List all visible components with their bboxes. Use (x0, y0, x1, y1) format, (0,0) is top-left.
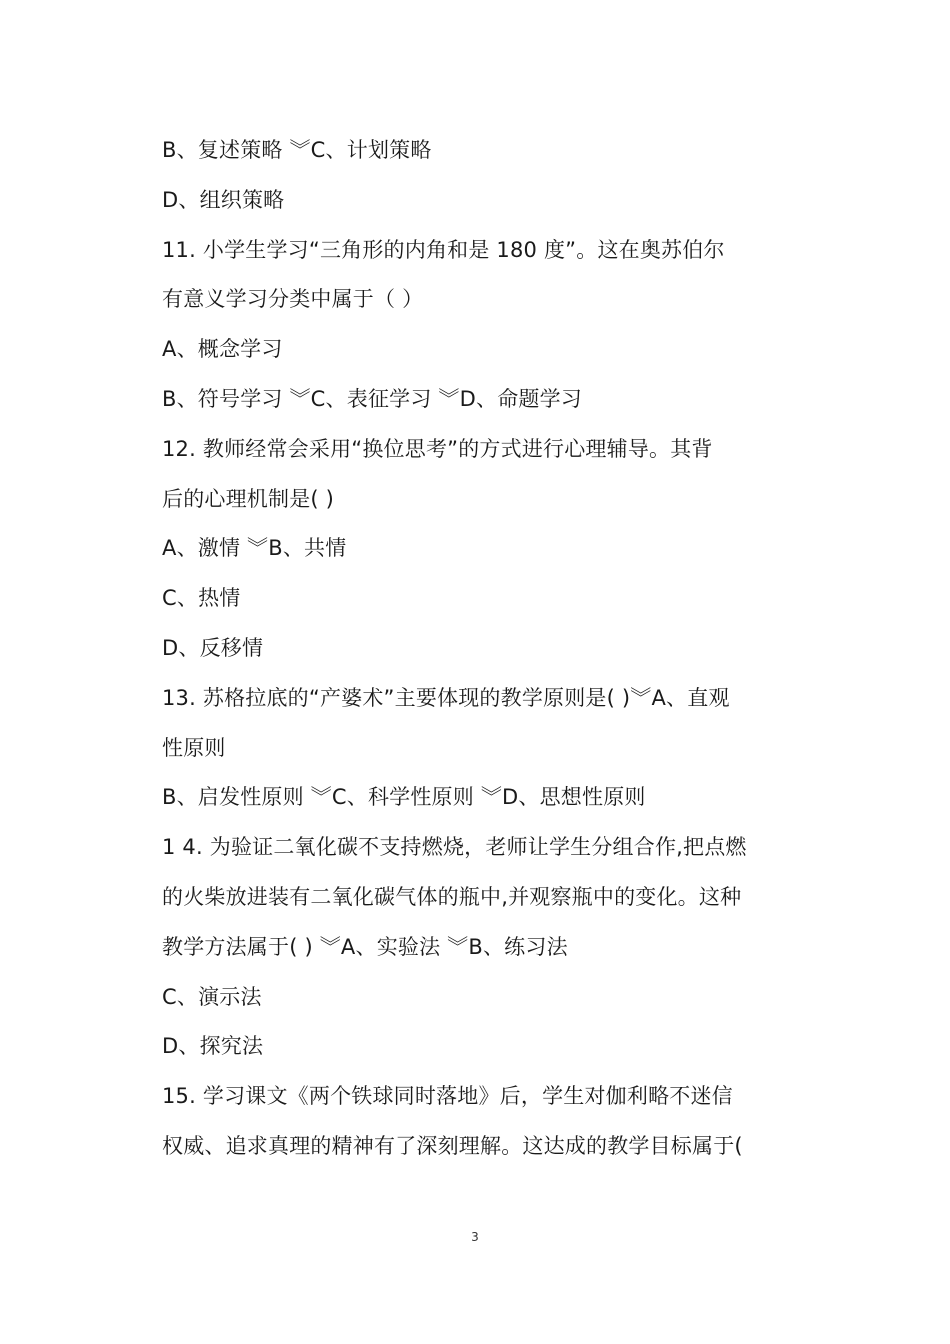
text-line: 15. 学习课文《两个铁球同时落地》后，学生对伽利略不迷信 (162, 1084, 733, 1109)
text-line: B、启发性原则 ︾C、科学性原则 ︾D、思想性原则 (162, 785, 646, 810)
text-line: 教学方法属于( ) ︾A、实验法 ︾B、练习法 (162, 934, 568, 959)
text-line: C、热情 (162, 586, 241, 611)
text-line: C、演示法 (162, 984, 262, 1009)
page-content (162, 126, 802, 1172)
text-line: B、复述策略 ︾C、计划策略 (162, 138, 432, 162)
text-line: 12. 教师经常会采用“换位思考”的方式进行心理辅导。其背 (162, 436, 713, 461)
text-line: 后的心理机制是( ) (162, 486, 335, 511)
text-line: 11. 小学生学习“三角形的内角和是 180 度”。这在奥苏伯尔 (162, 237, 725, 262)
text-line: A、激情 ︾B、共情 (162, 536, 347, 561)
text-line: D、探究法 (162, 1034, 264, 1059)
text-line: 性原则 (162, 735, 226, 760)
text-line: B、符号学习 ︾C、表征学习 ︾D、命题学习 (162, 386, 582, 411)
text-line: 的火柴放进装有二氧化碳气体的瓶中,并观察瓶中的变化。这种 (162, 884, 742, 909)
text-line: 13. 苏格拉底的“产婆术”主要体现的教学原则是( )︾A、直观 (162, 685, 730, 710)
text-line: 1 4. 为验证二氧化碳不支持燃烧，老师让学生分组合作,把点燃 (162, 835, 747, 860)
text-line: 权威、追求真理的精神有了深刻理解。这达成的教学目标属于( (162, 1133, 743, 1158)
text-line: D、组织策略 (162, 187, 285, 212)
page-number: 3 (471, 1230, 479, 1244)
text-line: D、反移情 (162, 635, 264, 660)
text-line: 有意义学习分类中属于（ ） (162, 287, 424, 312)
text-line: A、概念学习 (162, 337, 283, 362)
